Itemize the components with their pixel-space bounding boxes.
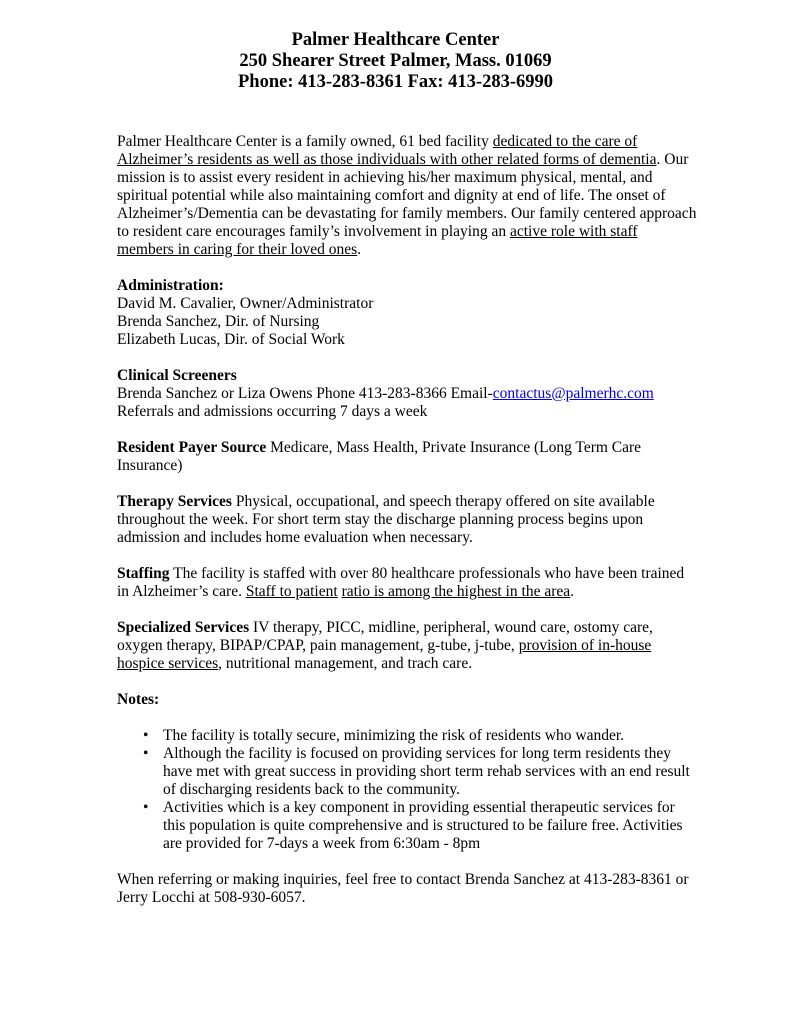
bullet-icon: • — [143, 799, 149, 816]
facility-name: Palmer Healthcare Center — [291, 30, 500, 50]
list-item — [143, 745, 697, 799]
referrals-text: Referrals and admissions occurring 7 days a week — [117, 403, 428, 420]
facility-phone-fax: Phone: 413-283-8361 Fax: 413-283-6990 — [238, 72, 553, 92]
intro-text-1: Palmer Healthcare Center is a family owned, 61 bed facility — [117, 133, 493, 150]
bullet-icon: • — [143, 745, 149, 762]
admin-member: David M. Cavalier, Owner/Administrator — [117, 295, 374, 312]
letterhead — [0, 30, 791, 93]
document-page — [117, 30, 697, 907]
staffing-underline-a: Staff to patient — [245, 583, 338, 600]
clinical-heading: Clinical Screeners — [117, 367, 237, 384]
note-text: Although the facility is focused on providing services for long term residents they have met with great success in providing short term rehab services with an end result of discharging residents back to the community. — [163, 745, 690, 798]
staffing-section — [117, 565, 697, 601]
facility-address: 250 Shearer Street Palmer, Mass. 01069 — [239, 51, 552, 71]
staffing-text: The facility is staffed with over 80 healthcare professionals who have been trained in Alzheimer’s care. — [117, 565, 685, 600]
clinical-contact — [117, 385, 697, 403]
payer-heading: Resident Payer Source — [117, 439, 267, 456]
email-link[interactable]: contactus@palmerhc.com — [492, 385, 654, 402]
list-item — [143, 799, 697, 853]
intro-paragraph — [117, 133, 697, 259]
administration-section — [117, 277, 697, 349]
specialized-end: , nutritional management, and trach care. — [218, 655, 473, 672]
closing-paragraph: When referring or making inquiries, feel free to contact Brenda Sanchez at 413-283-8361 or Jerry Locchi at 508-930-6057. — [117, 871, 689, 906]
admin-member: Elizabeth Lucas, Dir. of Social Work — [117, 331, 345, 348]
clinical-contact-text: Brenda Sanchez or Liza Owens Phone 413-283-8366 Email- — [117, 385, 493, 402]
intro-underline-2: active role with staff members in caring for their loved ones — [117, 223, 638, 258]
administration-heading: Administration: — [117, 277, 224, 294]
specialized-underline: provision of in-house hospice services — [117, 637, 652, 672]
clinical-screeners-section — [117, 367, 697, 421]
staffing-underline-b: ratio is among the highest in the area — [341, 583, 571, 600]
therapy-services-section — [117, 493, 697, 547]
specialized-heading: Specialized Services — [117, 619, 250, 636]
intro-underline-1: dedicated to the care of Alzheimer’s residents as well as those individuals with other related forms of dementia — [117, 133, 657, 168]
specialized-text: IV therapy, PICC, midline, peripheral, wound care, ostomy care, oxygen therapy, BIPAP/CPAP, pain management, g-tube, j-tube, — [117, 619, 653, 654]
notes-heading: Notes: — [117, 691, 160, 708]
note-text: The facility is totally secure, minimizing the risk of residents who wander. — [163, 727, 625, 744]
bullet-icon: • — [143, 727, 149, 744]
notes-list — [117, 727, 697, 853]
list-item — [143, 727, 697, 745]
notes-section — [117, 691, 697, 853]
payer-source-section — [117, 439, 697, 475]
therapy-heading: Therapy Services — [117, 493, 232, 510]
staffing-heading: Staffing — [117, 565, 170, 582]
intro-text-3: . — [357, 241, 362, 258]
intro-text-2: . Our mission is to assist every resident in achieving his/her maximum physical, mental, and spiritual potential while also maintaining comfort and dignity at end of life. The onset of Alzheimer’s/Dementia can be devastating for family members. Our family centered approach to resident care encourages family’s involvement in playing an — [117, 151, 697, 240]
admin-member: Brenda Sanchez, Dir. of Nursing — [117, 313, 320, 330]
staffing-end: . — [570, 583, 574, 600]
payer-text: Medicare, Mass Health, Private Insurance (Long Term Care Insurance) — [117, 439, 642, 474]
therapy-text: Physical, occupational, and speech therapy offered on site available throughout the week. For short term stay the discharge planning process begins upon admission and includes home evaluation when necessary. — [117, 493, 655, 546]
note-text: Activities which is a key component in providing essential therapeutic services for this population is quite comprehensive and is structured to be failure free. Activities are provided for 7-days a week from 6:30am - 8pm — [163, 799, 683, 852]
specialized-services-section — [117, 619, 697, 673]
